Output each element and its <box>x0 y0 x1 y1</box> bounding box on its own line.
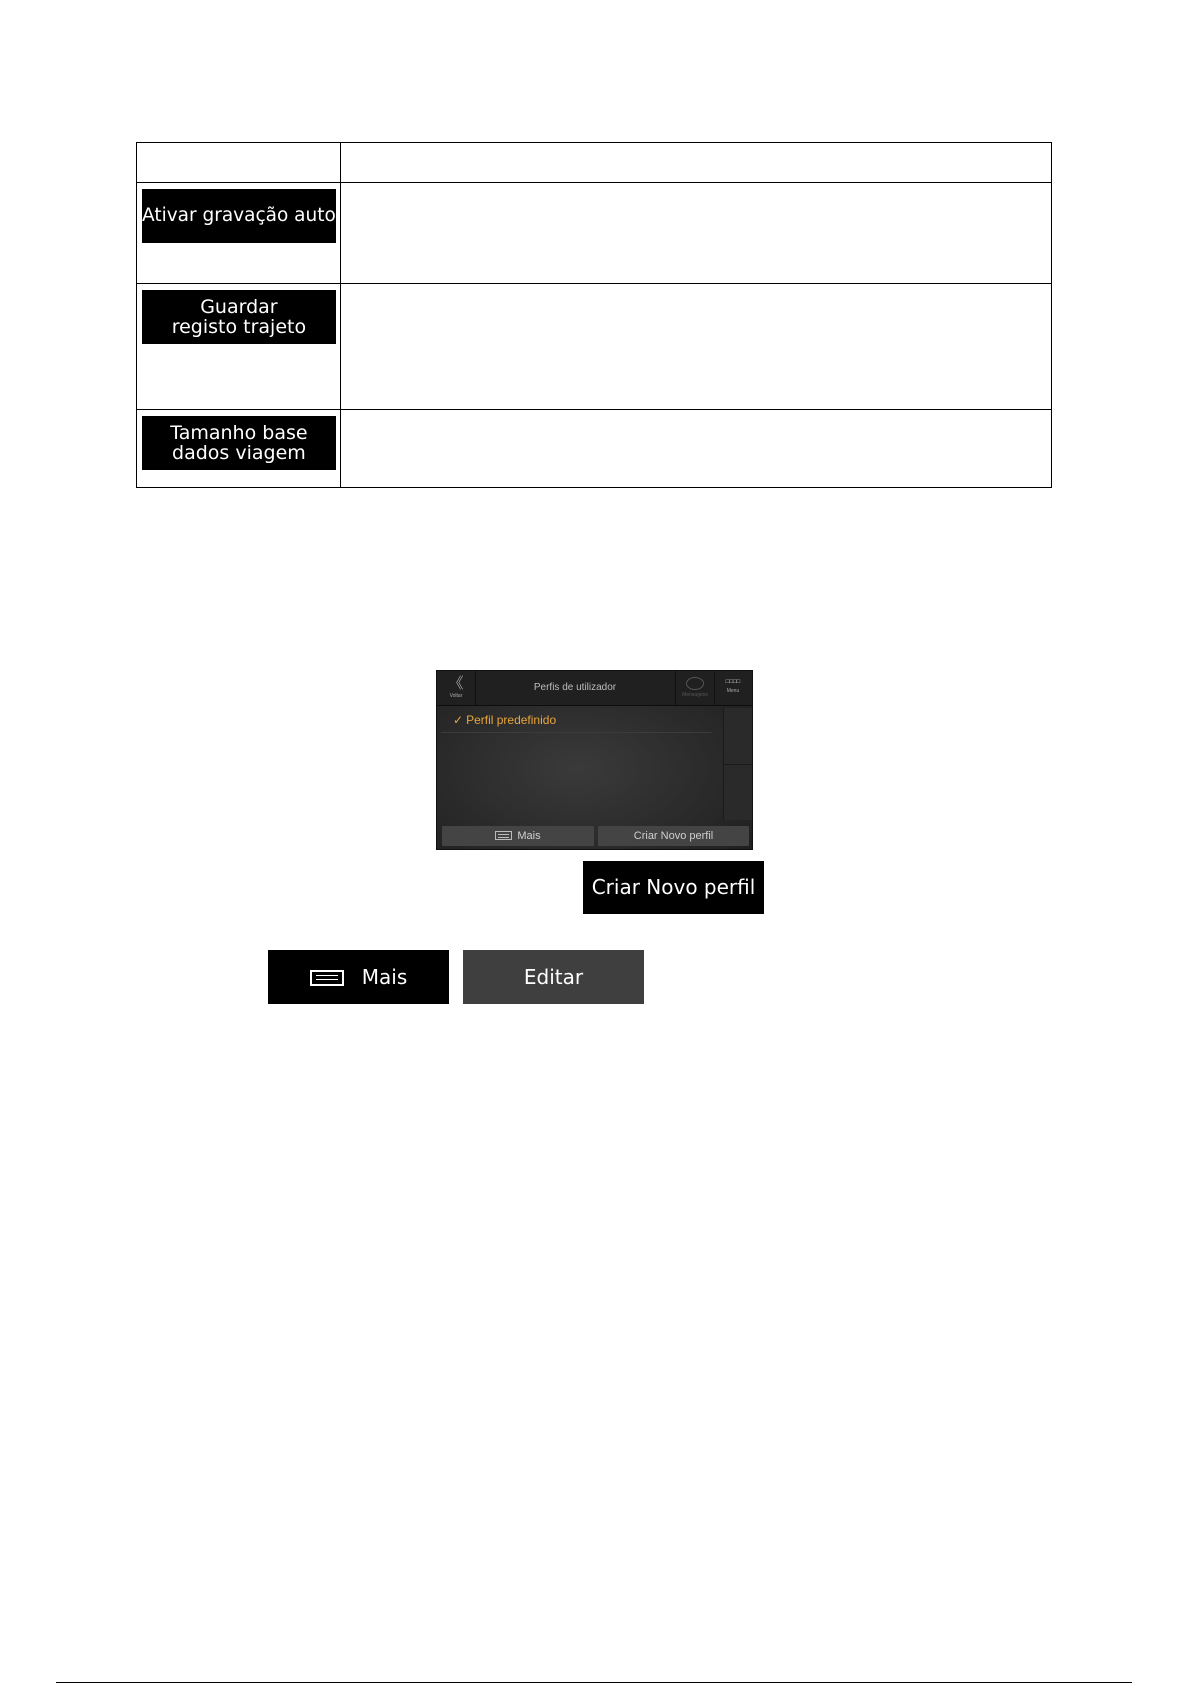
message-bubble-icon <box>686 677 704 690</box>
header-cell-description <box>340 143 1051 183</box>
setting-cell <box>137 409 341 487</box>
table-row <box>137 183 1052 284</box>
menu-icon <box>310 970 344 986</box>
table-row <box>137 409 1052 487</box>
auto-record-button[interactable]: Ativar gravação auto <box>142 189 336 243</box>
setting-cell <box>137 183 341 284</box>
settings-table <box>136 142 1052 488</box>
menu-button[interactable] <box>714 671 752 705</box>
button-label-line: Tamanho base <box>170 421 308 444</box>
more-button-label: Mais <box>361 965 408 989</box>
messages-button[interactable] <box>675 671 715 705</box>
button-label-line: registo trajeto <box>171 316 307 339</box>
checkmark-icon: ✓ <box>453 713 464 727</box>
edit-button[interactable]: Editar <box>463 950 644 1004</box>
list-item[interactable] <box>441 708 712 733</box>
device-screenshot <box>436 670 753 850</box>
scrollbar-divider <box>724 764 752 765</box>
device-header <box>437 671 752 706</box>
button-label-line: dados viagem <box>172 441 306 464</box>
trip-database-size-button[interactable] <box>142 416 336 470</box>
button-label-line: Guardar <box>200 296 278 319</box>
device-footer <box>437 824 752 850</box>
device-more-label: Mais <box>517 830 541 842</box>
device-create-profile-button[interactable]: Criar Novo perfil <box>598 826 749 846</box>
create-new-profile-button[interactable]: Criar Novo perfil <box>583 861 764 914</box>
more-button[interactable] <box>268 950 449 1004</box>
description-cell <box>340 409 1051 487</box>
page-footer-rule <box>56 1682 1132 1683</box>
device-more-button[interactable] <box>442 826 594 846</box>
messages-label: Mensagens <box>682 692 708 698</box>
menu-label: Menu <box>726 688 740 694</box>
screen-title: Perfis de utilizador <box>533 682 617 693</box>
description-cell <box>340 183 1051 284</box>
description-cell <box>340 284 1051 409</box>
back-chevron-icon: 《 <box>448 674 464 692</box>
header-cell-setting <box>137 143 341 183</box>
save-track-log-button[interactable] <box>142 290 336 344</box>
scrollbar[interactable] <box>723 708 752 820</box>
setting-cell <box>137 284 341 409</box>
list-item-label: Perfil predefinido <box>466 713 557 727</box>
back-button[interactable] <box>437 671 476 705</box>
back-label: Voltar <box>449 693 463 699</box>
table-header-row <box>137 143 1052 183</box>
menu-grid-icon: □□□□ <box>725 679 741 685</box>
table-row <box>137 284 1052 409</box>
menu-icon <box>495 831 512 840</box>
